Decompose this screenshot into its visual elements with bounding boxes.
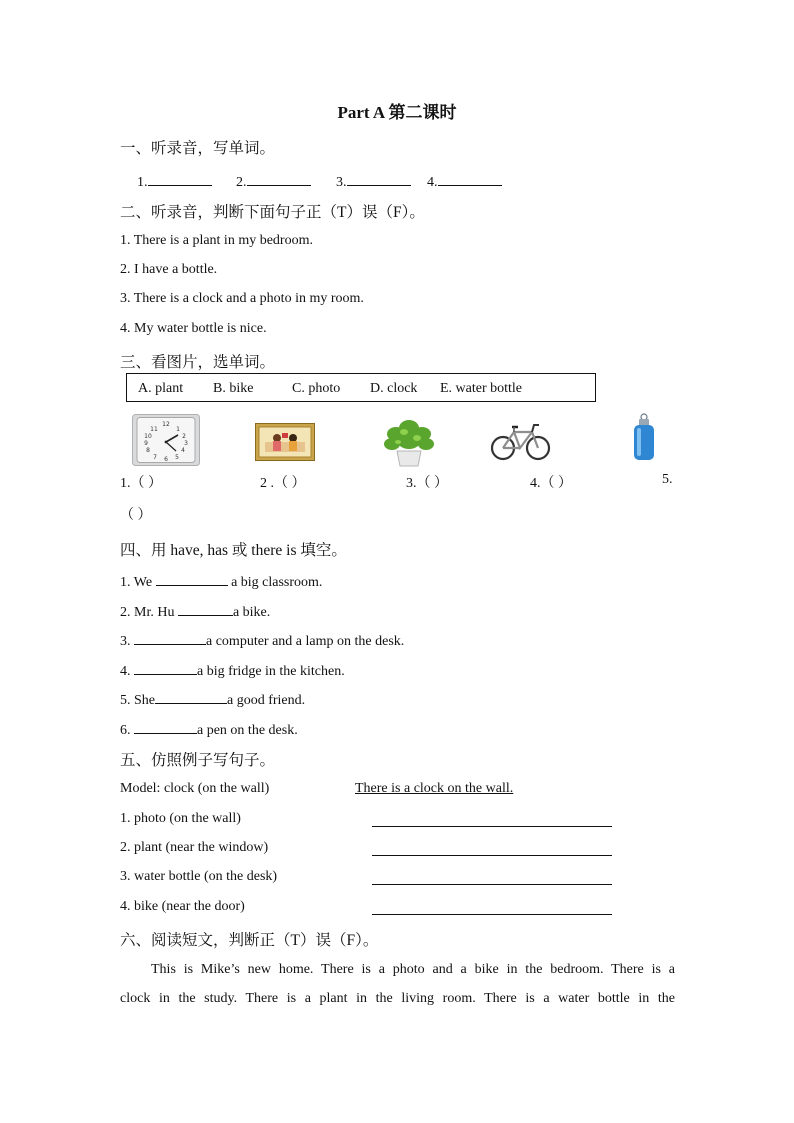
svg-text:12: 12 <box>162 421 170 428</box>
write-line-3[interactable] <box>372 884 612 885</box>
fill-blank-3[interactable] <box>134 630 206 645</box>
blank-4[interactable]: 4. <box>427 171 502 191</box>
svg-text:8: 8 <box>146 447 150 454</box>
section-3-heading: 三、看图片，选单词。 <box>120 354 276 371</box>
section-5-heading: 五、仿照例子写句子。 <box>120 752 276 769</box>
fill-item-4: 4. a big fridge in the kitchen. <box>120 660 345 680</box>
answer-3[interactable]: 3.（ ） <box>406 476 448 491</box>
blank-2[interactable]: 2. <box>236 171 311 191</box>
svg-text:6: 6 <box>164 456 168 463</box>
option-b: B. bike <box>213 381 254 396</box>
section-2-heading: 二、听录音，判断下面句子正（T）误（F）。 <box>120 204 425 221</box>
option-c: C. photo <box>292 381 341 396</box>
fill-item-5: 5. She a good friend. <box>120 689 305 709</box>
model-answer: There is a clock on the wall. <box>355 781 514 796</box>
fill-blank-1[interactable] <box>156 571 228 586</box>
svg-text:2: 2 <box>182 433 186 440</box>
passage-line-2: clock in the study. There is a plant in the living room. There is a water bottle in the <box>120 991 675 1006</box>
svg-text:9: 9 <box>144 440 148 447</box>
answer-4[interactable]: 4.（ ） <box>530 476 572 491</box>
fill-blank-6[interactable] <box>134 719 197 734</box>
fill-item-2: 2. Mr. Hu a bike. <box>120 601 270 621</box>
fill-item-3: 3. a computer and a lamp on the desk. <box>120 630 404 650</box>
svg-text:10: 10 <box>144 433 152 440</box>
tf-item-3: 3. There is a clock and a photo in my room. <box>120 291 364 306</box>
svg-text:11: 11 <box>150 426 158 433</box>
rewrite-item-3: 3. water bottle (on the desk) <box>120 869 278 884</box>
fill-item-1: 1. We a big classroom. <box>120 571 322 591</box>
svg-text:3: 3 <box>184 440 188 447</box>
option-e: E. water bottle <box>440 381 523 396</box>
section-1-heading: 一、听录音，写单词。 <box>120 140 276 157</box>
plant-image <box>382 418 436 468</box>
passage-line-1: This is Mike’s new home. There is a photo and a bike in the bedroom. There is a <box>151 962 675 977</box>
svg-text:4: 4 <box>181 447 185 454</box>
page-title: Part A 第二课时 <box>337 103 457 122</box>
tf-item-1: 1. There is a plant in my bedroom. <box>120 233 313 248</box>
blank-1[interactable]: 1. <box>137 171 212 191</box>
model-prompt: Model: clock (on the wall) <box>120 781 270 796</box>
svg-text:5: 5 <box>175 454 179 461</box>
fill-blank-4[interactable] <box>134 660 197 675</box>
blank-3[interactable]: 3. <box>336 171 411 191</box>
rewrite-item-1: 1. photo (on the wall) <box>120 811 241 826</box>
answer-5[interactable]: （ ） <box>120 508 152 523</box>
clock-image <box>132 414 200 466</box>
answer-5-number: 5. <box>662 472 673 487</box>
fill-item-6: 6. a pen on the desk. <box>120 719 298 739</box>
section-4-heading: 四、用 have, has 或 there is 填空。 <box>120 542 347 559</box>
fill-blank-2[interactable] <box>178 601 233 616</box>
photo-image <box>255 423 315 461</box>
tf-item-4: 4. My water bottle is nice. <box>120 321 267 336</box>
rewrite-item-4: 4. bike (near the door) <box>120 899 245 914</box>
svg-text:7: 7 <box>153 454 157 461</box>
option-a: A. plant <box>138 381 184 396</box>
tf-item-2: 2. I have a bottle. <box>120 262 218 277</box>
svg-text:1: 1 <box>176 426 180 433</box>
write-line-2[interactable] <box>372 855 612 856</box>
option-d: D. clock <box>370 381 418 396</box>
water-bottle-image <box>630 413 658 461</box>
answer-2[interactable]: 2 .（ ） <box>260 476 306 491</box>
bike-image <box>490 417 552 463</box>
section-6-heading: 六、阅读短文，判断正（T）误（F）。 <box>120 932 379 949</box>
word-choice-box <box>126 373 596 402</box>
rewrite-item-2: 2. plant (near the window) <box>120 840 269 855</box>
answer-1[interactable]: 1.（ ） <box>120 476 162 491</box>
write-line-4[interactable] <box>372 914 612 915</box>
fill-blank-5[interactable] <box>155 689 227 704</box>
write-line-1[interactable] <box>372 826 612 827</box>
